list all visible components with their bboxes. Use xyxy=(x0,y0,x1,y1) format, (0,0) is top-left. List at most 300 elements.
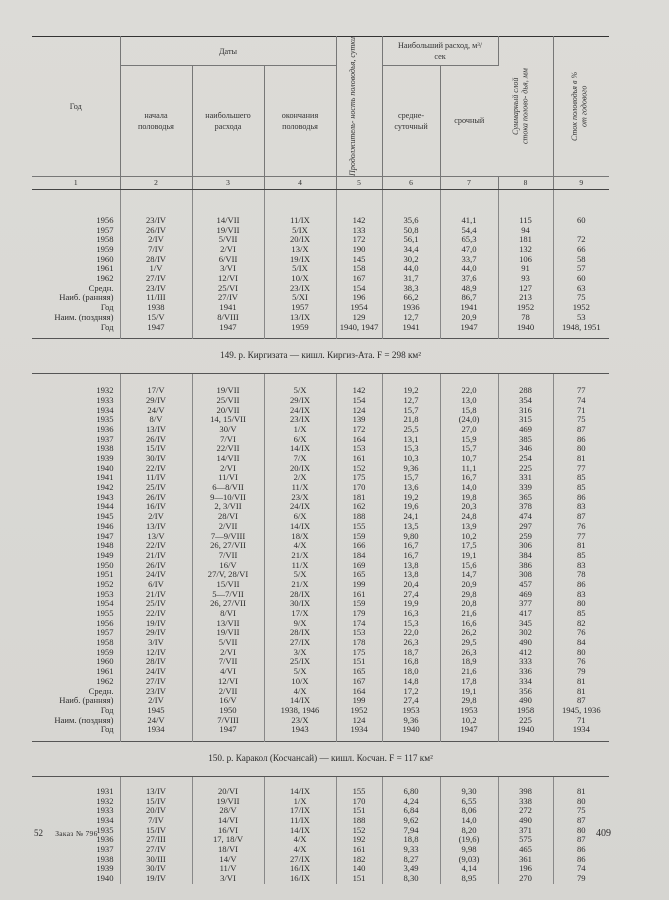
table-cell: 15,8 xyxy=(440,406,498,416)
table-cell: 3/VI xyxy=(192,874,264,884)
table-cell: 24/V xyxy=(120,716,192,726)
row-label: 1937 xyxy=(32,435,120,445)
table-cell: 5/X xyxy=(264,386,336,396)
spacer-cell xyxy=(336,189,382,216)
row-label: 1932 xyxy=(32,386,120,396)
table-cell: 15/V xyxy=(120,313,192,323)
table-cell: 87 xyxy=(576,423,586,434)
table-cell: 16,7 xyxy=(382,551,440,561)
section-title-row xyxy=(32,741,609,776)
table-cell: 412 xyxy=(498,648,553,658)
table-cell: 25/VI xyxy=(192,284,264,294)
table-cell: 24/IX xyxy=(264,406,336,416)
row-label: Наим. (поздняя) xyxy=(32,313,120,323)
table-cell: 14,0 xyxy=(440,483,498,493)
table-cell: 76 xyxy=(576,656,586,667)
table-cell: 5/XI xyxy=(264,293,336,303)
table-cell: 3/X xyxy=(264,648,336,658)
row-label: 1961 xyxy=(32,264,120,274)
table-cell: 78 xyxy=(498,313,553,323)
table-cell: 13,5 xyxy=(382,522,440,532)
table-cell: 30/III xyxy=(120,855,192,865)
table-cell: 345 xyxy=(498,619,553,629)
table-cell: 28/V xyxy=(192,806,264,816)
table-cell: 10,3 xyxy=(382,454,440,464)
table-cell: 83 xyxy=(576,588,586,599)
table-cell: 24/IX xyxy=(264,502,336,512)
row-label: 1947 xyxy=(32,532,120,542)
row-label: 1946 xyxy=(32,522,120,532)
table-cell: 1941 xyxy=(382,323,440,333)
table-cell: 75 xyxy=(576,414,586,425)
table-cell: 75 xyxy=(576,292,586,303)
table-cell: 13,6 xyxy=(382,483,440,493)
table-cell: 15,7 xyxy=(440,444,498,454)
header-daily: средне- суточный xyxy=(382,66,440,177)
column-number: 1 xyxy=(32,176,120,189)
table-row xyxy=(32,725,609,735)
table-cell: 17/X xyxy=(264,609,336,619)
table-cell: 19,2 xyxy=(382,493,440,503)
table-cell: 26,3 xyxy=(382,638,440,648)
row-label: Наим. (поздняя) xyxy=(32,716,120,726)
row-label: 1954 xyxy=(32,599,120,609)
table-cell: 398 xyxy=(498,787,553,797)
row-label: 1933 xyxy=(32,396,120,406)
table-cell: 30/IX xyxy=(264,599,336,609)
table-cell: 336 xyxy=(498,667,553,677)
header-runoff-pct xyxy=(553,37,609,177)
table-cell: 10/X xyxy=(264,677,336,687)
table-cell: 7,94 xyxy=(382,826,440,836)
table-cell: 175 xyxy=(336,473,382,483)
table-cell: 13,1 xyxy=(382,435,440,445)
spacer-cell xyxy=(192,189,264,216)
row-label: 1961 xyxy=(32,667,120,677)
table-cell: 1/V xyxy=(120,264,192,274)
table-cell: 20,3 xyxy=(440,502,498,512)
table-cell: 17,8 xyxy=(440,677,498,687)
table-cell: 333 xyxy=(498,657,553,667)
row-label: 1938 xyxy=(32,444,120,454)
table-cell: 12/IV xyxy=(120,648,192,658)
table-cell: 371 xyxy=(498,826,553,836)
table-cell: 14/VII xyxy=(192,454,264,464)
table-cell: 1947 xyxy=(440,725,498,735)
table-cell: 14/VII xyxy=(192,216,264,226)
row-label: 1942 xyxy=(32,483,120,493)
table-cell: 20/IV xyxy=(120,806,192,816)
table-cell: 26,2 xyxy=(440,628,498,638)
table-cell: 2/VI xyxy=(192,245,264,255)
spacer-cell xyxy=(264,189,336,216)
table-cell: 365 xyxy=(498,493,553,503)
table-cell: 181 xyxy=(498,235,553,245)
table-cell: 8,20 xyxy=(440,826,498,836)
table-cell: 361 xyxy=(498,855,553,865)
table-cell: 15/IV xyxy=(120,444,192,454)
table-cell: 474 xyxy=(498,512,553,522)
table-cell: 28/IX xyxy=(264,628,336,638)
table-cell: 78 xyxy=(576,569,586,580)
table-cell: 417 xyxy=(498,609,553,619)
table-cell: 21/IV xyxy=(120,551,192,561)
table-cell: 94 xyxy=(498,226,553,236)
table-cell: 377 xyxy=(498,599,553,609)
table-cell: 11/X xyxy=(264,483,336,493)
table-cell: 27,4 xyxy=(382,696,440,706)
table-cell: 16/V xyxy=(192,696,264,706)
table-cell: 13,8 xyxy=(382,570,440,580)
table-cell: 164 xyxy=(336,435,382,445)
table-cell: 28/IV xyxy=(120,657,192,667)
table-cell: 87 xyxy=(576,815,586,826)
table-cell: 26/IV xyxy=(120,226,192,236)
table-cell: 15,3 xyxy=(382,444,440,454)
table-cell: 18,9 xyxy=(440,657,498,667)
table-cell: 469 xyxy=(498,425,553,435)
header-duration-text: Продолжитель- ность половодья, сутки xyxy=(348,37,358,176)
table-cell: 6—8/VII xyxy=(192,483,264,493)
table-cell: 71 xyxy=(576,714,586,725)
table-cell: 384 xyxy=(498,551,553,561)
section-title: 149. р. Киргизата — кишл. Киргиз-Ата. F = 298 км² xyxy=(32,339,609,374)
table-cell: 20,8 xyxy=(440,599,498,609)
table-cell: 14,8 xyxy=(382,677,440,687)
table-cell: 15,7 xyxy=(382,406,440,416)
table-cell: 13,9 xyxy=(440,522,498,532)
table-cell: 13/IV xyxy=(120,425,192,435)
table-cell: 27/IV xyxy=(192,293,264,303)
column-number: 9 xyxy=(553,176,609,189)
table-cell: 199 xyxy=(336,580,382,590)
table-cell: 9—10/VII xyxy=(192,493,264,503)
header-year: Год xyxy=(32,37,120,177)
row-label: 1958 xyxy=(32,638,120,648)
table-cell: 85 xyxy=(576,608,586,619)
table-cell: 19,8 xyxy=(440,493,498,503)
table-cell: 13/VII xyxy=(192,619,264,629)
table-cell: 18,0 xyxy=(382,667,440,677)
table-cell: 87 xyxy=(576,834,586,845)
table-cell: 86,7 xyxy=(440,293,498,303)
table-cell: 1953 xyxy=(440,706,498,716)
table-cell: 23/X xyxy=(264,493,336,503)
table-cell: 378 xyxy=(498,502,553,512)
row-label: 1952 xyxy=(32,580,120,590)
table-cell: 31,7 xyxy=(382,274,440,284)
row-label: 1943 xyxy=(32,493,120,503)
table-cell: 297 xyxy=(498,522,553,532)
table-cell: 24/IV xyxy=(120,570,192,580)
row-label: 1959 xyxy=(32,245,120,255)
table-cell: 179 xyxy=(336,609,382,619)
table-cell: 44,0 xyxy=(382,264,440,274)
table-cell: 152 xyxy=(336,826,382,836)
table-cell: 306 xyxy=(498,541,553,551)
table-cell: 7/IV xyxy=(120,245,192,255)
table-cell: 15,9 xyxy=(440,435,498,445)
table-cell: 192 xyxy=(336,835,382,845)
row-label: 1938 xyxy=(32,855,120,865)
table-cell: 159 xyxy=(336,532,382,542)
table-cell: 127 xyxy=(498,284,553,294)
table-cell: 23/IX xyxy=(264,284,336,294)
table-cell: 29,8 xyxy=(440,590,498,600)
row-label: 1940 xyxy=(32,464,120,474)
table-cell: 1947 xyxy=(120,323,192,333)
table-cell: 133 xyxy=(336,226,382,236)
table-cell: 16,7 xyxy=(440,473,498,483)
table-cell: 315 xyxy=(498,415,553,425)
table-cell: (24,0) xyxy=(440,415,498,425)
table-cell: 24,1 xyxy=(382,512,440,522)
table-cell: 167 xyxy=(336,274,382,284)
table-cell: 2/IV xyxy=(120,512,192,522)
table-cell: 41,1 xyxy=(440,216,498,226)
table-cell: 81 xyxy=(576,675,586,686)
table-cell: 5/VII xyxy=(192,235,264,245)
table-cell: 16/VI xyxy=(192,826,264,836)
table-cell: 288 xyxy=(498,386,553,396)
table-cell: 2, 3/VII xyxy=(192,502,264,512)
table-cell: 13/X xyxy=(264,245,336,255)
table-cell: 47,0 xyxy=(440,245,498,255)
column-number: 4 xyxy=(264,176,336,189)
spacer-cell xyxy=(440,189,498,216)
table-cell: 21/IV xyxy=(120,590,192,600)
table-cell: 10,7 xyxy=(440,454,498,464)
table-cell: 86 xyxy=(576,491,586,502)
table-cell: 10,2 xyxy=(440,532,498,542)
table-cell: 339 xyxy=(498,483,553,493)
table-cell: 11/IX xyxy=(264,216,336,226)
table-cell: 20/IX xyxy=(264,235,336,245)
table-cell: 151 xyxy=(336,806,382,816)
column-number: 2 xyxy=(120,176,192,189)
table-cell: 159 xyxy=(336,599,382,609)
table-cell: 14/VI xyxy=(192,816,264,826)
table-cell: 16/IV xyxy=(120,502,192,512)
table-cell: 21,6 xyxy=(440,609,498,619)
table-cell: 26,3 xyxy=(440,648,498,658)
row-label: 1944 xyxy=(32,502,120,512)
row-label: 1937 xyxy=(32,845,120,855)
table-cell: 1957 xyxy=(264,303,336,313)
table-cell: 22/VII xyxy=(192,444,264,454)
table-cell: 27/III xyxy=(120,835,192,845)
table-cell: 53 xyxy=(576,311,586,322)
table-cell: 30/V xyxy=(192,425,264,435)
table-cell: 12/VI xyxy=(192,274,264,284)
table-cell: 23/IV xyxy=(120,284,192,294)
table-cell: 19/IX xyxy=(264,255,336,265)
table-cell: 22,0 xyxy=(382,628,440,638)
column-number: 5 xyxy=(336,176,382,189)
table-cell: 81 xyxy=(576,540,586,551)
row-label: 1934 xyxy=(32,406,120,416)
page-number-right: 409 xyxy=(596,828,611,839)
table-cell: 80 xyxy=(576,646,586,657)
table-cell: 91 xyxy=(498,264,553,274)
table-cell: 19,1 xyxy=(440,551,498,561)
table-cell: 4/X xyxy=(264,541,336,551)
header-end: окончания половодья xyxy=(264,66,336,177)
table-cell: 93 xyxy=(498,274,553,284)
row-label: Год xyxy=(32,706,120,716)
table-cell: 1945 xyxy=(120,706,192,716)
spacer-cell xyxy=(32,189,120,216)
table-cell: 84 xyxy=(576,637,586,648)
table-cell: 21,6 xyxy=(440,667,498,677)
header-max-discharge: Наибольший расход, м³/сек xyxy=(382,37,498,66)
table-cell: 346 xyxy=(498,444,553,454)
table-cell: 86 xyxy=(576,433,586,444)
row-label: 1957 xyxy=(32,628,120,638)
row-label: 1949 xyxy=(32,551,120,561)
row-label: 1940 xyxy=(32,874,120,884)
table-cell: 129 xyxy=(336,313,382,323)
table-cell: 10/X xyxy=(264,274,336,284)
table-cell: 225 xyxy=(498,464,553,474)
table-cell: 75 xyxy=(576,805,586,816)
header-max-flow-date: наибольшего расхода xyxy=(192,66,264,177)
table-cell: 21,8 xyxy=(382,415,440,425)
table-cell: 6/IV xyxy=(120,580,192,590)
table-cell: 19,1 xyxy=(440,687,498,697)
table-cell: 3/IV xyxy=(120,638,192,648)
table-cell: 8,95 xyxy=(440,874,498,884)
table-cell: 4/X xyxy=(264,835,336,845)
table-cell: 155 xyxy=(336,522,382,532)
table-cell: 25,5 xyxy=(382,425,440,435)
table-cell: 225 xyxy=(498,716,553,726)
table-cell: 184 xyxy=(336,551,382,561)
table-cell: 1952 xyxy=(572,302,590,313)
table-cell: 165 xyxy=(336,570,382,580)
table-cell: 8/VI xyxy=(192,609,264,619)
table-cell: 338 xyxy=(498,797,553,807)
table-cell: 11/III xyxy=(120,293,192,303)
table-cell: 124 xyxy=(336,406,382,416)
table-cell: 25/IV xyxy=(120,599,192,609)
table-cell: 19/IV xyxy=(120,619,192,629)
table-cell: 60 xyxy=(576,214,586,225)
table-cell: 11/IX xyxy=(264,816,336,826)
table-cell: 27/IV xyxy=(120,677,192,687)
table-cell: 196 xyxy=(498,864,553,874)
table-cell: 77 xyxy=(576,462,586,473)
table-cell: 190 xyxy=(336,245,382,255)
table-cell: 188 xyxy=(336,512,382,522)
header-instant: срочный xyxy=(454,116,485,126)
table-cell: 80 xyxy=(576,598,586,609)
table-cell: 270 xyxy=(498,874,553,884)
table-cell: 26, 27/VII xyxy=(192,541,264,551)
row-label: 1953 xyxy=(32,590,120,600)
table-cell: 15,6 xyxy=(440,561,498,571)
header-runoff-pct-text: Сток половодья в % от годового xyxy=(570,71,589,142)
table-cell: 115 xyxy=(498,216,553,226)
table-cell: 27/IV xyxy=(120,845,192,855)
table-cell: 18,8 xyxy=(382,835,440,845)
row-label: Наиб. (ранняя) xyxy=(32,696,120,706)
table-cell: 26/IV xyxy=(120,561,192,571)
table-cell: 1940 xyxy=(498,725,553,735)
table-cell: 8,06 xyxy=(440,806,498,816)
table-cell: 5—7/VII xyxy=(192,590,264,600)
row-label: 1962 xyxy=(32,677,120,687)
table-cell: 37,6 xyxy=(440,274,498,284)
table-cell: 169 xyxy=(336,561,382,571)
table-cell: 20,9 xyxy=(440,580,498,590)
table-cell: 80 xyxy=(576,443,586,454)
table-cell: 4/X xyxy=(264,687,336,697)
table-cell: 14,7 xyxy=(440,570,498,580)
table-cell: 19,2 xyxy=(382,386,440,396)
table-cell: 9/X xyxy=(264,619,336,629)
row-label: 1933 xyxy=(32,806,120,816)
row-label: Год xyxy=(32,303,120,313)
row-label: Год xyxy=(32,725,120,735)
table-cell: 188 xyxy=(336,816,382,826)
table-cell: 1/X xyxy=(264,425,336,435)
table-cell: 20/IX xyxy=(264,464,336,474)
table-cell: 17/IX xyxy=(264,806,336,816)
row-label: Средн. xyxy=(32,284,120,294)
footer-left xyxy=(34,828,98,838)
section-title-row xyxy=(32,339,609,374)
table-cell: 23/IV xyxy=(120,687,192,697)
table-cell: 7/VI xyxy=(192,435,264,445)
table-cell: 13,0 xyxy=(440,396,498,406)
table-cell: 21/X xyxy=(264,551,336,561)
table-cell: 30,2 xyxy=(382,255,440,265)
header-duration xyxy=(336,37,382,177)
row-label: 1941 xyxy=(32,473,120,483)
table-cell: 4,24 xyxy=(382,797,440,807)
table-cell: 66,2 xyxy=(382,293,440,303)
table-cell: 74 xyxy=(576,394,586,405)
page-number-left: 52 xyxy=(34,828,43,838)
table-cell: 74 xyxy=(576,863,586,874)
table-cell: 66 xyxy=(576,244,586,255)
spacer-row xyxy=(32,189,609,216)
table-cell: 158 xyxy=(336,264,382,274)
table-cell: 12,7 xyxy=(382,396,440,406)
table-cell: 14/IX xyxy=(264,522,336,532)
table-cell: 38,3 xyxy=(382,284,440,294)
table-cell: 17, 18/V xyxy=(192,835,264,845)
table-cell: 60 xyxy=(576,273,586,284)
table-cell: 26, 27/VII xyxy=(192,599,264,609)
table-cell: 170 xyxy=(336,797,382,807)
table-cell: 2/VI xyxy=(192,464,264,474)
table-cell: 25/VII xyxy=(192,396,264,406)
table-cell: 334 xyxy=(498,677,553,687)
table-cell: 15,7 xyxy=(382,473,440,483)
table-cell: 272 xyxy=(498,806,553,816)
table-cell: 7/IV xyxy=(120,816,192,826)
row-label: 1935 xyxy=(32,415,120,425)
table-cell: 490 xyxy=(498,696,553,706)
row-label: 1932 xyxy=(32,797,120,807)
table-cell: 30/IV xyxy=(120,454,192,464)
table-cell: 22,0 xyxy=(440,386,498,396)
table-cell: 1948, 1951 xyxy=(561,321,601,332)
table-cell: 7/VII xyxy=(192,551,264,561)
table-cell: 457 xyxy=(498,580,553,590)
